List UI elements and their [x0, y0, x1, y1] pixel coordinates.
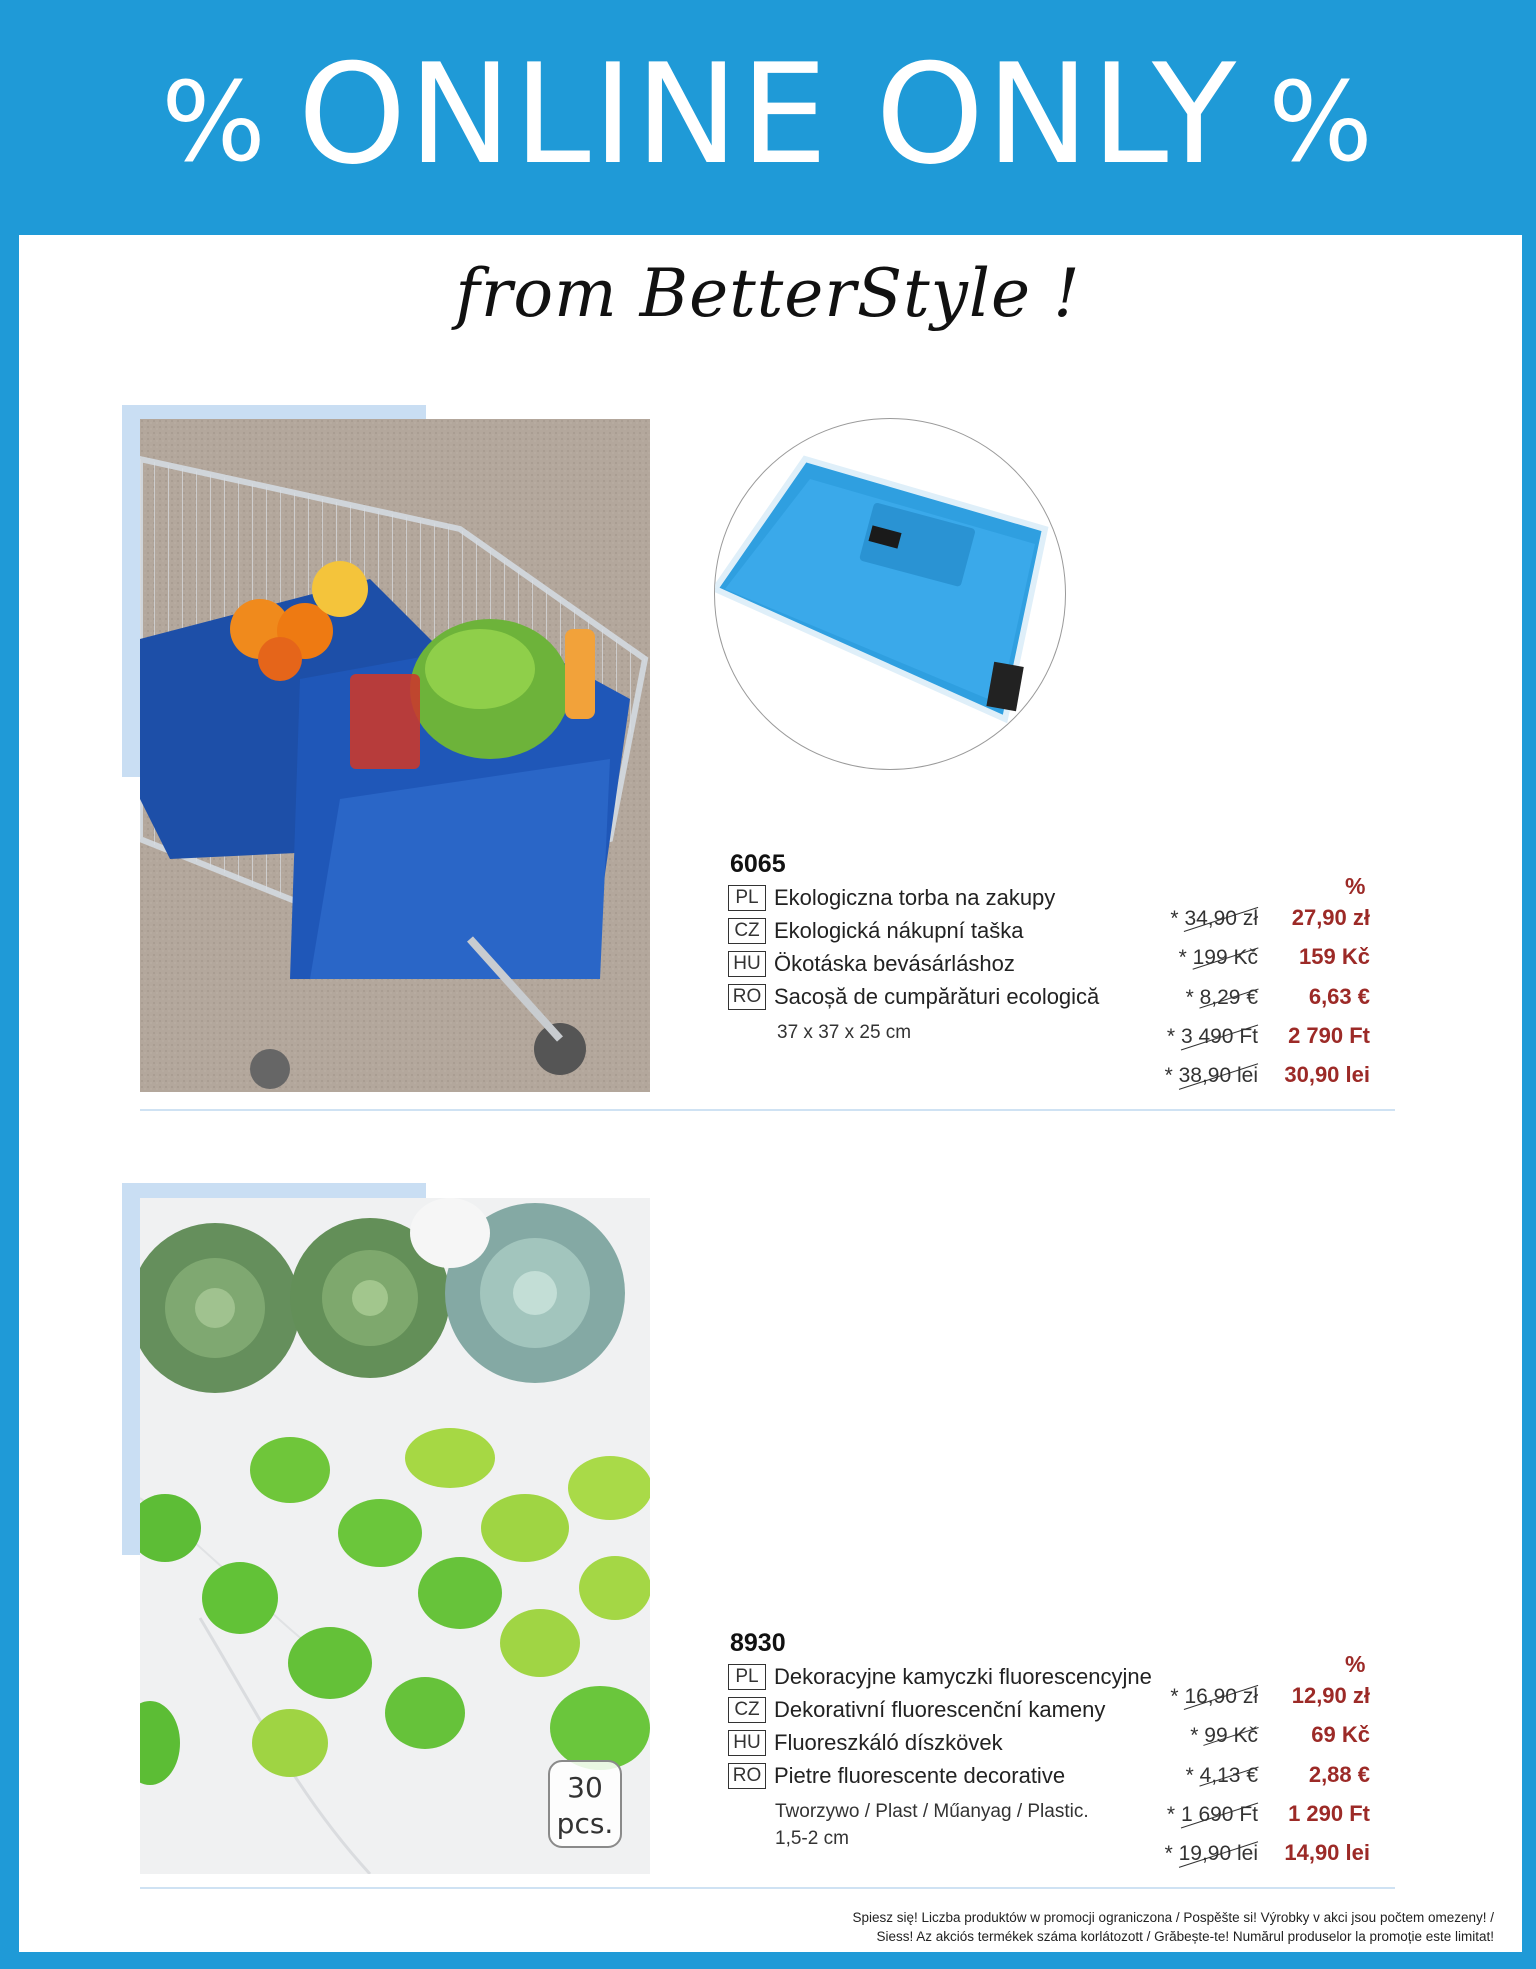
- product-detail-bag: [714, 418, 1066, 770]
- old-price-value: 16,90 zł: [1184, 1685, 1258, 1708]
- price-row-eur: [1150, 1760, 1370, 1792]
- old-price-value: 99 Kč: [1204, 1724, 1258, 1747]
- lang-badge-cz: CZ: [728, 1697, 766, 1723]
- product-size: 1,5-2 cm: [775, 1828, 849, 1849]
- old-price: [1186, 1764, 1258, 1788]
- desc-text-pl: Dekoracyjne kamyczki fluorescencyjne: [774, 1664, 1152, 1689]
- price-marker: *: [1164, 1842, 1173, 1865]
- price-row-czk: [1150, 1720, 1370, 1752]
- price-row-huf: [1150, 1021, 1370, 1053]
- desc-row-hu: [728, 1730, 1003, 1756]
- lang-badge-cz: CZ: [728, 918, 766, 944]
- pieces-count: 30: [567, 1771, 603, 1804]
- lang-badge-ro: RO: [728, 1763, 766, 1789]
- old-price-value: 4,13 €: [1199, 1764, 1258, 1787]
- price-marker: *: [1166, 1803, 1176, 1826]
- old-price-value: 1 690 Ft: [1180, 1803, 1258, 1826]
- price-marker: *: [1170, 907, 1179, 930]
- section-divider-2: [140, 1887, 1395, 1889]
- old-price: [1190, 1724, 1258, 1748]
- price-row-ron: [1150, 1838, 1370, 1870]
- price-row-pln: [1150, 1681, 1370, 1713]
- price-marker: *: [1185, 986, 1194, 1009]
- old-price-value: 19,90 lei: [1178, 1842, 1258, 1865]
- old-price-value: 199 Kč: [1192, 946, 1258, 969]
- old-price: [1165, 1064, 1258, 1088]
- new-price: 2,88 €: [1308, 1762, 1370, 1787]
- discount-percent-label: %: [1345, 1651, 1366, 1677]
- desc-text-ro: Pietre fluorescente decorative: [774, 1763, 1066, 1788]
- desc-row-cz: [728, 1697, 1105, 1723]
- product-code-6065: 6065: [730, 850, 786, 878]
- new-price: 159 Kč: [1299, 944, 1370, 969]
- desc-row-ro: [728, 984, 1099, 1010]
- new-price: 14,90 lei: [1284, 1840, 1370, 1865]
- desc-row-pl: [728, 885, 1055, 911]
- price-row-czk: [1150, 942, 1370, 974]
- old-price: [1170, 907, 1258, 931]
- old-price: [1165, 1842, 1258, 1866]
- old-price: [1179, 946, 1258, 970]
- new-price: 30,90 lei: [1284, 1062, 1370, 1087]
- new-price: 1 290 Ft: [1288, 1801, 1370, 1826]
- old-price-value: 3 490 Ft: [1180, 1025, 1258, 1048]
- footer-disclaimer: [852, 1908, 1494, 1946]
- product-code-8930: 8930: [730, 1629, 786, 1657]
- price-marker: *: [1190, 1724, 1199, 1747]
- footer-line-1: Spiesz się! Liczba produktów w promocji ograniczona / Pospěšte si! Výrobky v akci jsou počtem omezeny! /: [852, 1910, 1494, 1925]
- section-divider-1: [140, 1109, 1395, 1111]
- old-price: [1170, 1685, 1258, 1709]
- bag-illustration: [715, 419, 1065, 769]
- desc-row-cz: [728, 918, 1024, 944]
- price-marker: *: [1185, 1764, 1194, 1787]
- old-price: [1167, 1025, 1258, 1049]
- new-price: 69 Kč: [1311, 1722, 1370, 1747]
- desc-text-pl: Ekologiczna torba na zakupy: [774, 885, 1056, 910]
- tagline: from BetterStyle !: [455, 255, 1081, 332]
- desc-text-hu: Ökotáska bevásárláshoz: [774, 951, 1015, 976]
- pieces-unit: pcs.: [556, 1807, 614, 1840]
- frame-bottom: [0, 1952, 1536, 1969]
- product-material: Tworzywo / Plast / Műanyag / Plastic.: [775, 1801, 1089, 1822]
- lang-badge-hu: HU: [728, 1730, 766, 1756]
- banner-headline: [0, 30, 1536, 207]
- lang-badge-pl: PL: [728, 885, 766, 911]
- new-price: 6,63 €: [1308, 984, 1370, 1009]
- old-price-value: 34,90 zł: [1184, 907, 1258, 930]
- desc-text-cz: Dekorativní fluorescenční kameny: [774, 1697, 1106, 1722]
- cart-illustration: [140, 419, 650, 1092]
- price-marker: *: [1178, 946, 1187, 969]
- price-marker: *: [1166, 1025, 1176, 1048]
- pieces-badge: [548, 1760, 622, 1848]
- desc-text-cz: Ekologická nákupní taška: [774, 918, 1024, 943]
- price-marker: *: [1170, 1685, 1179, 1708]
- old-price: [1186, 986, 1258, 1010]
- banner-percent-left: %: [161, 58, 268, 186]
- old-price-value: 8,29 €: [1199, 986, 1258, 1009]
- desc-row-pl: [728, 1664, 1152, 1690]
- old-price-value: 38,90 lei: [1178, 1064, 1258, 1087]
- desc-text-hu: Fluoreszkáló díszkövek: [774, 1730, 1003, 1755]
- banner-title: ONLINE ONLY: [297, 34, 1239, 195]
- price-row-eur: [1150, 982, 1370, 1014]
- new-price: 12,90 zł: [1291, 1683, 1370, 1708]
- new-price: 27,90 zł: [1291, 905, 1370, 930]
- lang-badge-hu: HU: [728, 951, 766, 977]
- footer-line-2: Siess! Az akciós termékek száma korlátozott / Grăbește-te! Numărul produselor la promoție este limitat!: [876, 1929, 1494, 1944]
- price-row-ron: [1150, 1060, 1370, 1092]
- banner-percent-right: %: [1268, 58, 1375, 186]
- desc-row-hu: [728, 951, 1015, 977]
- product-dimensions: 37 x 37 x 25 cm: [777, 1022, 912, 1043]
- lang-badge-ro: RO: [728, 984, 766, 1010]
- old-price: [1167, 1803, 1258, 1827]
- discount-percent-label: %: [1345, 873, 1366, 899]
- product-photo-cart: [140, 419, 650, 1092]
- lang-badge-pl: PL: [728, 1664, 766, 1690]
- price-row-huf: [1150, 1799, 1370, 1831]
- price-marker: *: [1164, 1064, 1173, 1087]
- price-row-pln: [1150, 903, 1370, 935]
- desc-text-ro: Sacoșă de cumpărături ecologică: [774, 984, 1100, 1009]
- new-price: 2 790 Ft: [1288, 1023, 1370, 1048]
- desc-row-ro: [728, 1763, 1065, 1789]
